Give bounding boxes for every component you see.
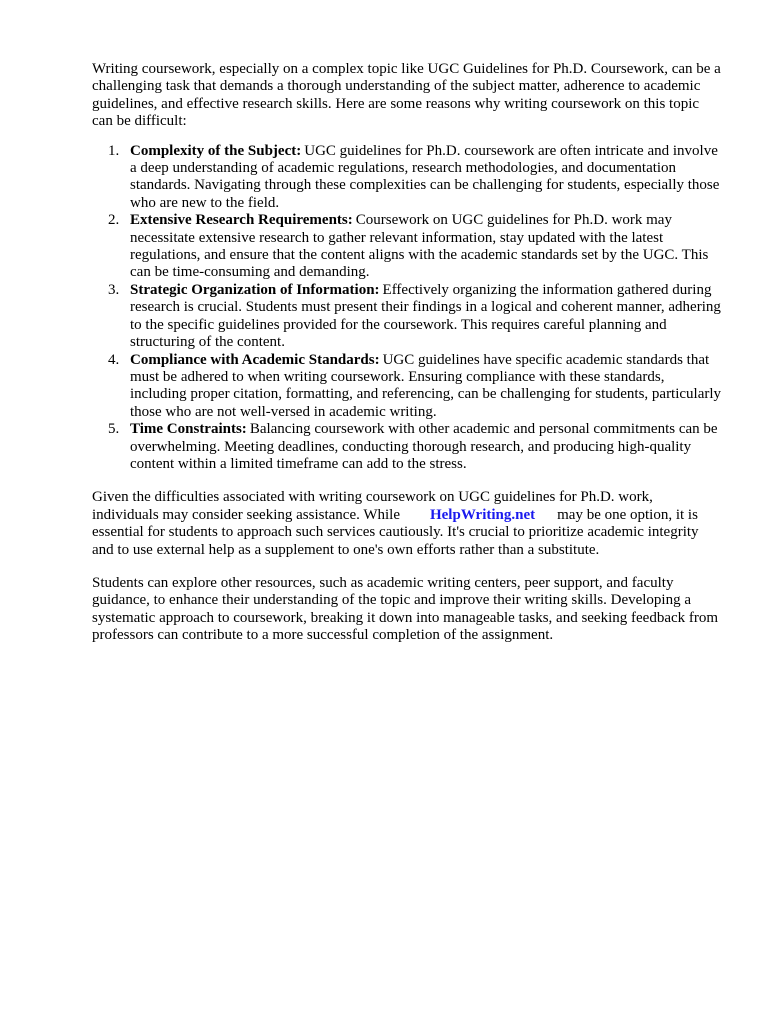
- reasons-list: [92, 143, 722, 474]
- list-number: 1.: [108, 142, 120, 159]
- list-number: 4.: [108, 351, 120, 368]
- assistance-text-after: may be one option, it is essential for students to approach such services cautiously. It's crucial to prioritize academic integrity and to use external help as a supplement to one's own efforts rather than a substitute.: [92, 506, 699, 558]
- list-item-heading: Time Constraints:: [130, 421, 247, 438]
- list-item: [92, 352, 722, 422]
- list-item-heading: Strategic Organization of Information:: [130, 281, 380, 298]
- list-item-text: UGC guidelines for Ph.D. coursework are often intricate and involve a deep understanding of academic regulations, research methodologies, and documentation standards. Navigating through these complexities can be challenging for students, especially those who are new to the field.: [130, 142, 720, 211]
- intro-paragraph: Writing coursework, especially on a complex topic like UGC Guidelines for Ph.D. Coursework, can be a challenging task that demands a thorough understanding of the subject matter, adherence to academic guidelines, and effective research skills. Here are some reasons why writing coursework on this topic can be difficult:: [92, 61, 721, 130]
- list-number: 3.: [108, 281, 120, 298]
- list-item-heading: Extensive Research Requirements:: [130, 212, 353, 229]
- document-page: [92, 61, 722, 645]
- list-item: [92, 282, 722, 352]
- assistance-text-before: Given the difficulties associated with writing coursework on UGC guidelines for Ph.D. work, individuals may consider seeking assistance. While: [92, 489, 653, 523]
- list-number: 2.: [108, 212, 120, 229]
- list-item: [92, 143, 722, 213]
- list-item: [92, 212, 722, 282]
- list-item-text: Coursework on UGC guidelines for Ph.D. work may necessitate extensive research to gather relevant information, stay updated with the latest regulations, and ensure that the content aligns with the academic standards set by the UGC. This can be time-consuming and demanding.: [130, 212, 709, 281]
- assistance-paragraph: [92, 489, 722, 559]
- helpwriting-link[interactable]: HelpWriting.net: [429, 506, 536, 523]
- list-item: [92, 421, 722, 473]
- list-item-heading: Complexity of the Subject:: [130, 142, 302, 159]
- list-item-text: UGC guidelines have specific academic standards that must be adhered to when writing coursework. Ensuring compliance with these standards, including proper citation, formatting, and referencing, can be challenging for students, particularly those who are not well-versed in academic writing.: [130, 351, 722, 420]
- list-item-text: Balancing coursework with other academic and personal commitments can be overwhelming. Meeting deadlines, conducting thorough research, and producing high-quality content within a limited timeframe can add to the stress.: [130, 421, 718, 472]
- list-item-heading: Compliance with Academic Standards:: [130, 351, 380, 368]
- list-number: 5.: [108, 421, 120, 438]
- resources-paragraph: Students can explore other resources, such as academic writing centers, peer support, and faculty guidance, to enhance their understanding of the topic and improve their writing skills. Developing a systematic approach to coursework, breaking it down into manageable tasks, and seeking feedback from professors can contribute to a more successful completion of the assignment.: [92, 574, 719, 644]
- list-item-text: Effectively organizing the information gathered during research is crucial. Students must present their findings in a logical and coherent manner, adhering to the specific guidelines provided for the coursework. This requires careful planning and structuring of the content.: [130, 281, 721, 351]
